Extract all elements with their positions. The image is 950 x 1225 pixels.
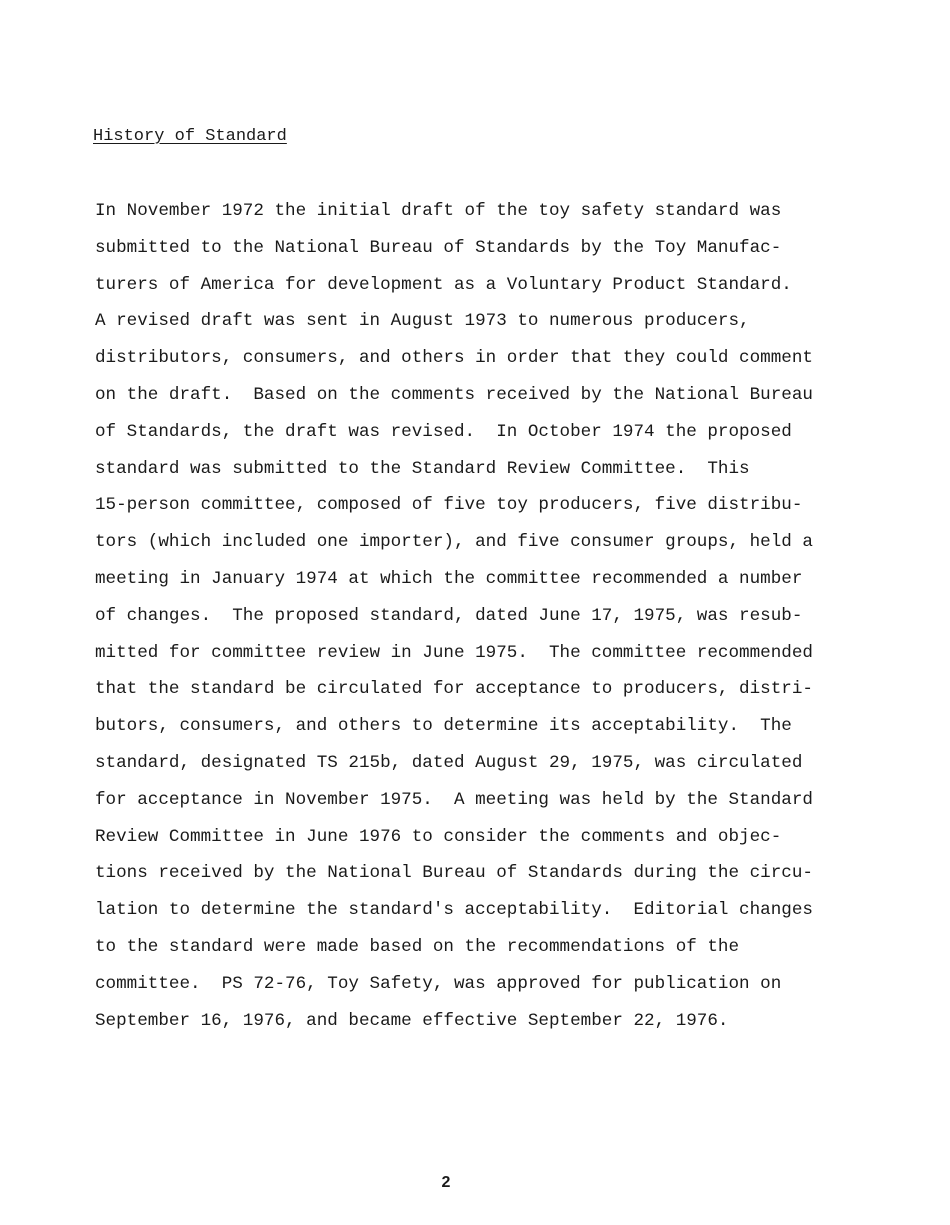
text-line: meeting in January 1974 at which the committee recommended a number <box>95 568 803 589</box>
text-line: submitted to the National Bureau of Standards by the Toy Manufac- <box>95 237 782 258</box>
section-heading: History of Standard <box>93 127 287 146</box>
text-line: A revised draft was sent in August 1973 to numerous producers, <box>95 311 750 332</box>
text-line: standard was submitted to the Standard Review Committee. This <box>95 458 750 479</box>
text-line: Review Committee in June 1976 to consider the comments and objec- <box>95 826 782 847</box>
text-line: standard, designated TS 215b, dated August 29, 1975, was circulated <box>95 752 803 773</box>
text-line: of Standards, the draft was revised. In October 1974 the proposed <box>95 421 792 442</box>
text-line: mitted for committee review in June 1975. The committee recommended <box>95 642 813 663</box>
body-paragraph <box>95 199 895 1045</box>
text-line: of changes. The proposed standard, dated June 17, 1975, was resub- <box>95 605 803 626</box>
text-line: lation to determine the standard's acceptability. Editorial changes <box>95 900 813 921</box>
text-line: In November 1972 the initial draft of the toy safety standard was <box>95 201 782 221</box>
text-line: on the draft. Based on the comments received by the National Bureau <box>95 384 813 405</box>
text-line: tions received by the National Bureau of Standards during the circu- <box>95 863 813 884</box>
text-line: committee. PS 72-76, Toy Safety, was approved for publication on <box>95 973 782 994</box>
text-line: butors, consumers, and others to determine its acceptability. The <box>95 716 792 737</box>
text-line: to the standard were made based on the recommendations of the <box>95 936 740 957</box>
text-line: that the standard be circulated for acceptance to producers, distri- <box>95 679 813 700</box>
text-line: for acceptance in November 1975. A meeting was held by the Standard <box>95 789 813 810</box>
text-line: turers of America for development as a Voluntary Product Standard. <box>95 274 792 295</box>
text-line: 15-person committee, composed of five toy producers, five distribu- <box>95 495 803 516</box>
page-number: 2 <box>441 1174 451 1191</box>
text-line: September 16, 1976, and became effective September 22, 1976. <box>95 1010 729 1031</box>
text-line: distributors, consumers, and others in order that they could comment <box>95 348 813 369</box>
text-line: tors (which included one importer), and five consumer groups, held a <box>95 532 813 553</box>
